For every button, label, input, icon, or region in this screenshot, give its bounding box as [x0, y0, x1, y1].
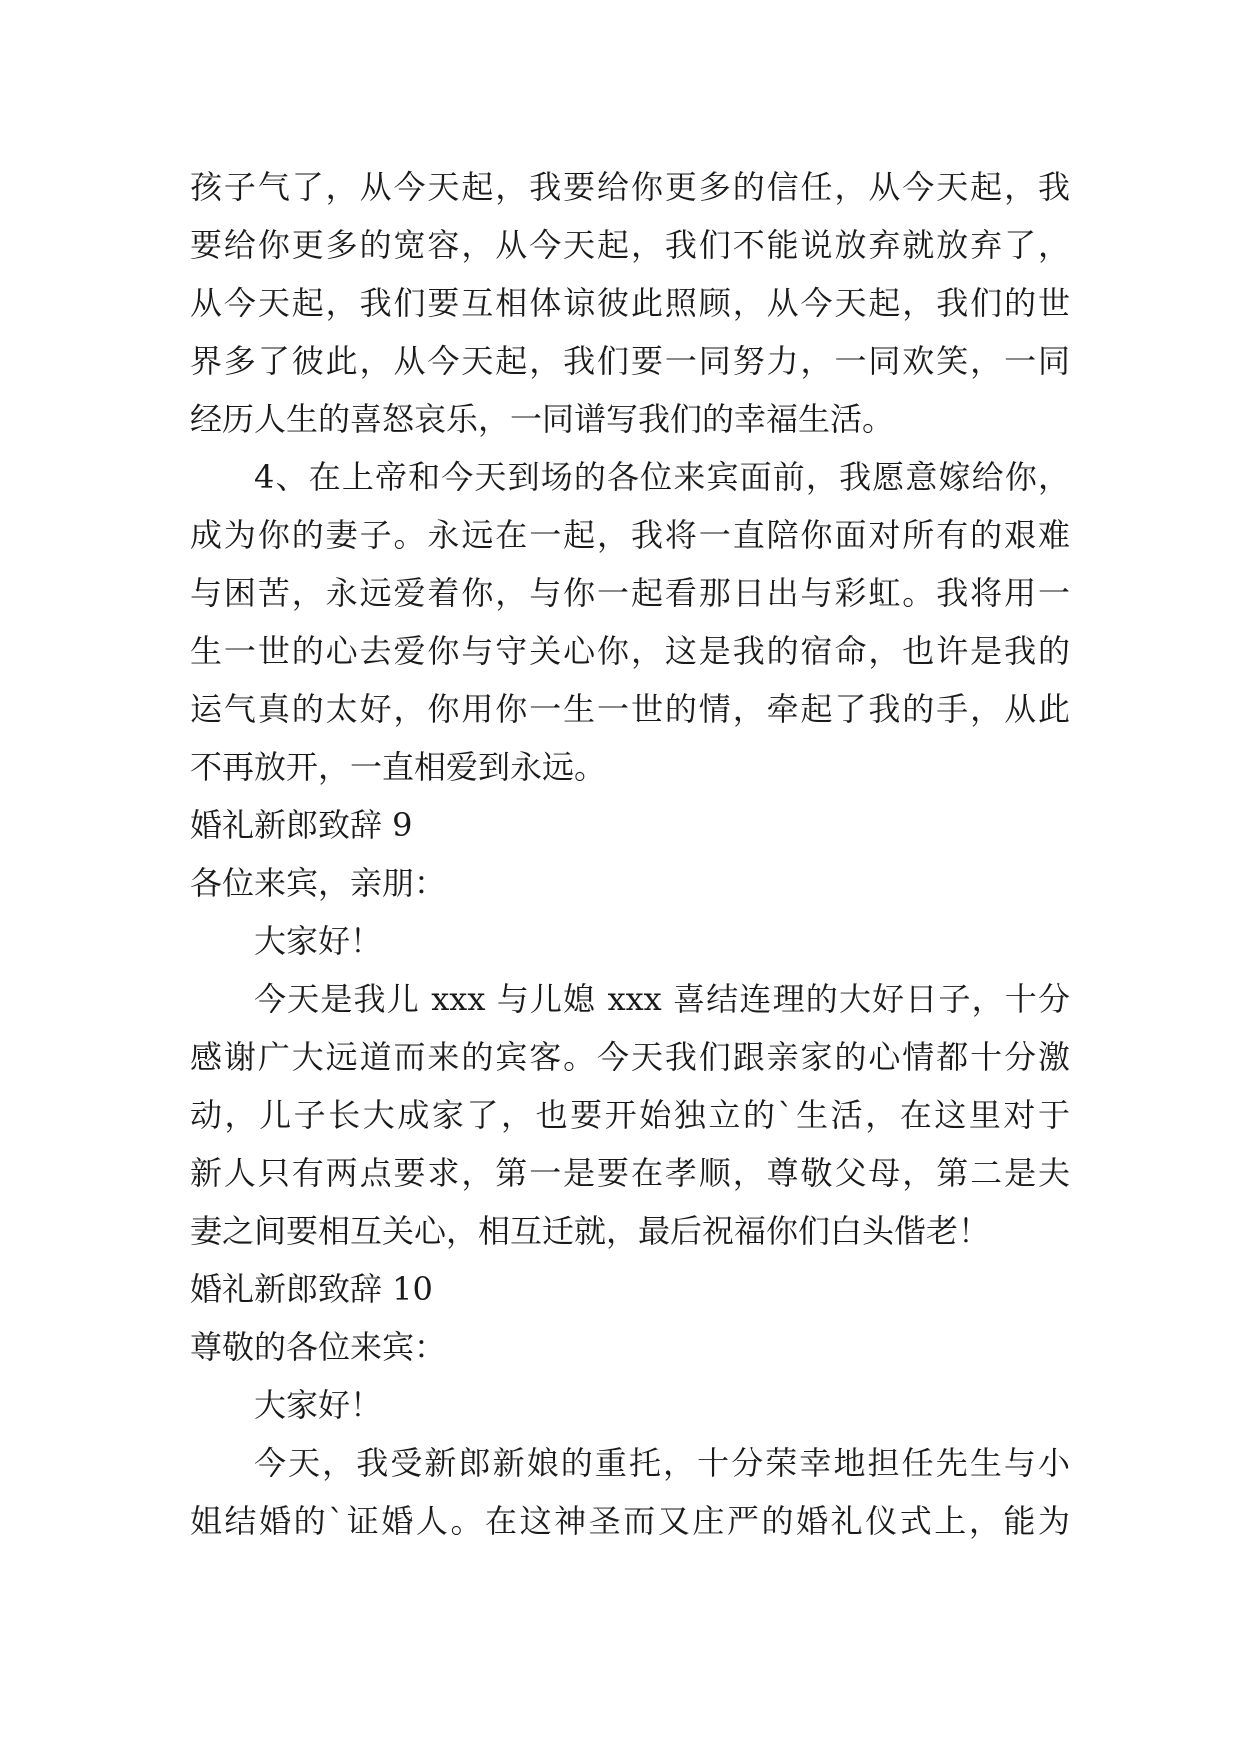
text-line: 要给你更多的宽容，从今天起，我们不能说放弃就放弃了，	[190, 226, 1070, 264]
text-line: 与困苦，永远爱着你，与你一起看那日出与彩虹。我将用一	[190, 574, 1070, 612]
text-line: 今天是我儿 xxx 与儿媳 xxx 喜结连理的大好日子，十分	[254, 980, 1070, 1018]
text-line: 运气真的太好，你用你一生一世的情，牵起了我的手，从此	[190, 690, 1070, 728]
text-line: 成为你的妻子。永远在一起，我将一直陪你面对所有的艰难	[190, 516, 1070, 554]
text-line: 妻之间要相互关心，相互迁就，最后祝福你们白头偕老！	[190, 1212, 991, 1250]
text-line: 感谢广大远道而来的宾客。今天我们跟亲家的心情都十分激	[190, 1038, 1070, 1076]
text-line: 姐结婚的`证婚人。在这神圣而又庄严的婚礼仪式上，能为	[190, 1502, 1070, 1540]
greeting: 大家好！	[254, 922, 383, 960]
text-line: 不再放开，一直相爱到永远。	[190, 748, 607, 786]
text-line: 经历人生的喜怒哀乐，一同谱写我们的幸福生活。	[190, 400, 895, 438]
section-heading: 婚礼新郎致辞 9	[190, 806, 413, 844]
text-line: 4、在上帝和今天到场的各位来宾面前，我愿意嫁给你，	[254, 458, 1070, 496]
document-body	[190, 158, 1070, 1550]
section-heading: 婚礼新郎致辞 10	[190, 1270, 433, 1308]
text-line: 动，儿子长大成家了，也要开始独立的`生活，在这里对于	[190, 1096, 1070, 1134]
greeting: 大家好！	[254, 1386, 383, 1424]
text-line: 生一世的心去爱你与守关心你，这是我的宿命，也许是我的	[190, 632, 1070, 670]
text-line: 新人只有两点要求，第一是要在孝顺，尊敬父母，第二是夫	[190, 1154, 1070, 1192]
salutation: 各位来宾，亲朋：	[190, 864, 447, 902]
text-line: 孩子气了，从今天起，我要给你更多的信任，从今天起，我	[190, 168, 1070, 206]
text-line: 界多了彼此，从今天起，我们要一同努力，一同欢笑，一同	[190, 342, 1070, 380]
salutation: 尊敬的各位来宾：	[190, 1328, 447, 1366]
text-line: 从今天起，我们要互相体谅彼此照顾，从今天起，我们的世	[190, 284, 1070, 322]
text-line: 今天，我受新郎新娘的重托，十分荣幸地担任先生与小	[254, 1444, 1070, 1482]
